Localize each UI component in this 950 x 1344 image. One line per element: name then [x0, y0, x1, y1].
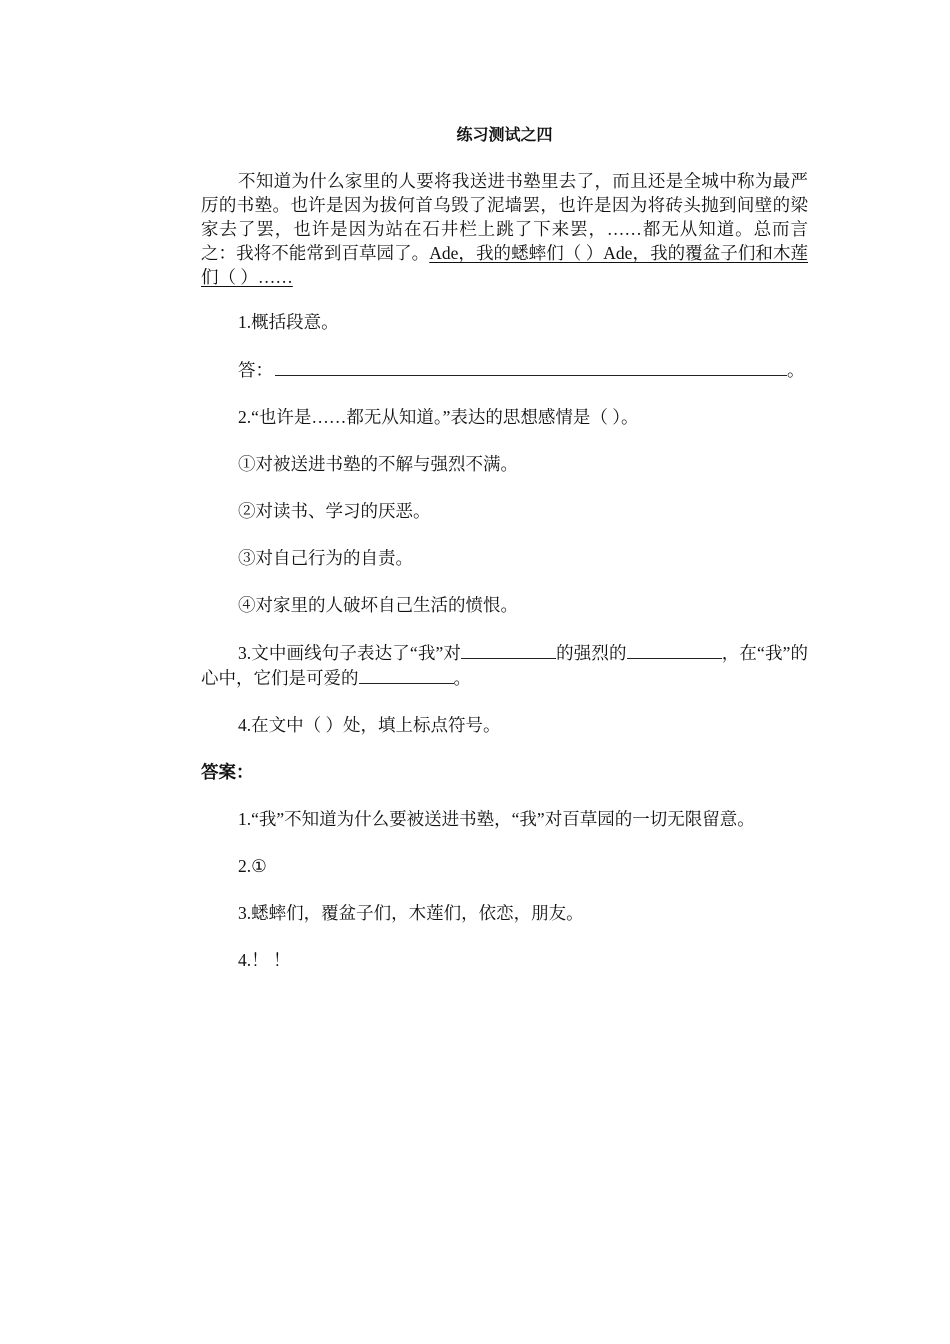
question-2: 2.“也许是……都无从知道。”表达的思想感情是（ ）。: [238, 407, 639, 427]
document-title: 练习测试之四: [456, 127, 553, 144]
answer-4: 4.！ ！: [238, 950, 291, 970]
answer-2: 2.①: [238, 856, 267, 876]
answer-suffix: 。: [787, 360, 805, 380]
q3-blank-3: [359, 665, 454, 684]
q3-blank-1: [461, 640, 556, 659]
answer-1: 1.“我”不知道为什么要被送进书塾，“我”对百草园的一切无限留意。: [238, 809, 755, 829]
passage-main-text: 不知道为什么家里的人要将我送进书塾里去了，而且还是全城中称为最严厉的书塾。也许是因为拔何首乌毁了泥墙罢，也许是因为将砖头抛到间壁的梁家去了罢，也许是因为站在石井栏上跳了下来罢，……都无从知道。总而言之：我将不能常到百草园了。: [201, 171, 808, 263]
option-4: ④对家里的人破坏自己生活的愤恨。: [238, 595, 518, 615]
answer-3: 3.蟋蟀们，覆盆子们，木莲们，依恋，朋友。: [238, 903, 584, 923]
question-4: 4.在文中（ ）处，填上标点符号。: [238, 715, 501, 735]
option-1: ①对被送进书塾的不解与强烈不满。: [238, 454, 518, 474]
q3-text-3: ，在“我”的心中，它们是可爱的: [201, 643, 808, 688]
answer-blank-line: [275, 357, 787, 376]
option-3: ③对自己行为的自责。: [238, 548, 413, 568]
question-1-answer-line: [201, 357, 808, 382]
answers-heading: 答案：: [201, 762, 254, 782]
option-2: ②对读书、学习的厌恶。: [238, 501, 431, 521]
q3-text-2: 的强烈的: [556, 643, 627, 663]
passage-paragraph: [201, 169, 808, 289]
document-page: [201, 124, 808, 995]
question-1: 1.概括段意。: [238, 312, 339, 332]
passage-underlined-sentence: Ade，我的蟋蟀们（ ）Ade，我的覆盆子们和木莲们（ ）……: [201, 243, 809, 287]
question-3: [201, 640, 808, 690]
q3-text-4: 。: [453, 668, 471, 688]
q3-blank-2: [627, 640, 722, 659]
answer-prefix: 答：: [238, 360, 273, 380]
q3-text-1: 3.文中画线句子表达了“我”对: [238, 643, 461, 663]
